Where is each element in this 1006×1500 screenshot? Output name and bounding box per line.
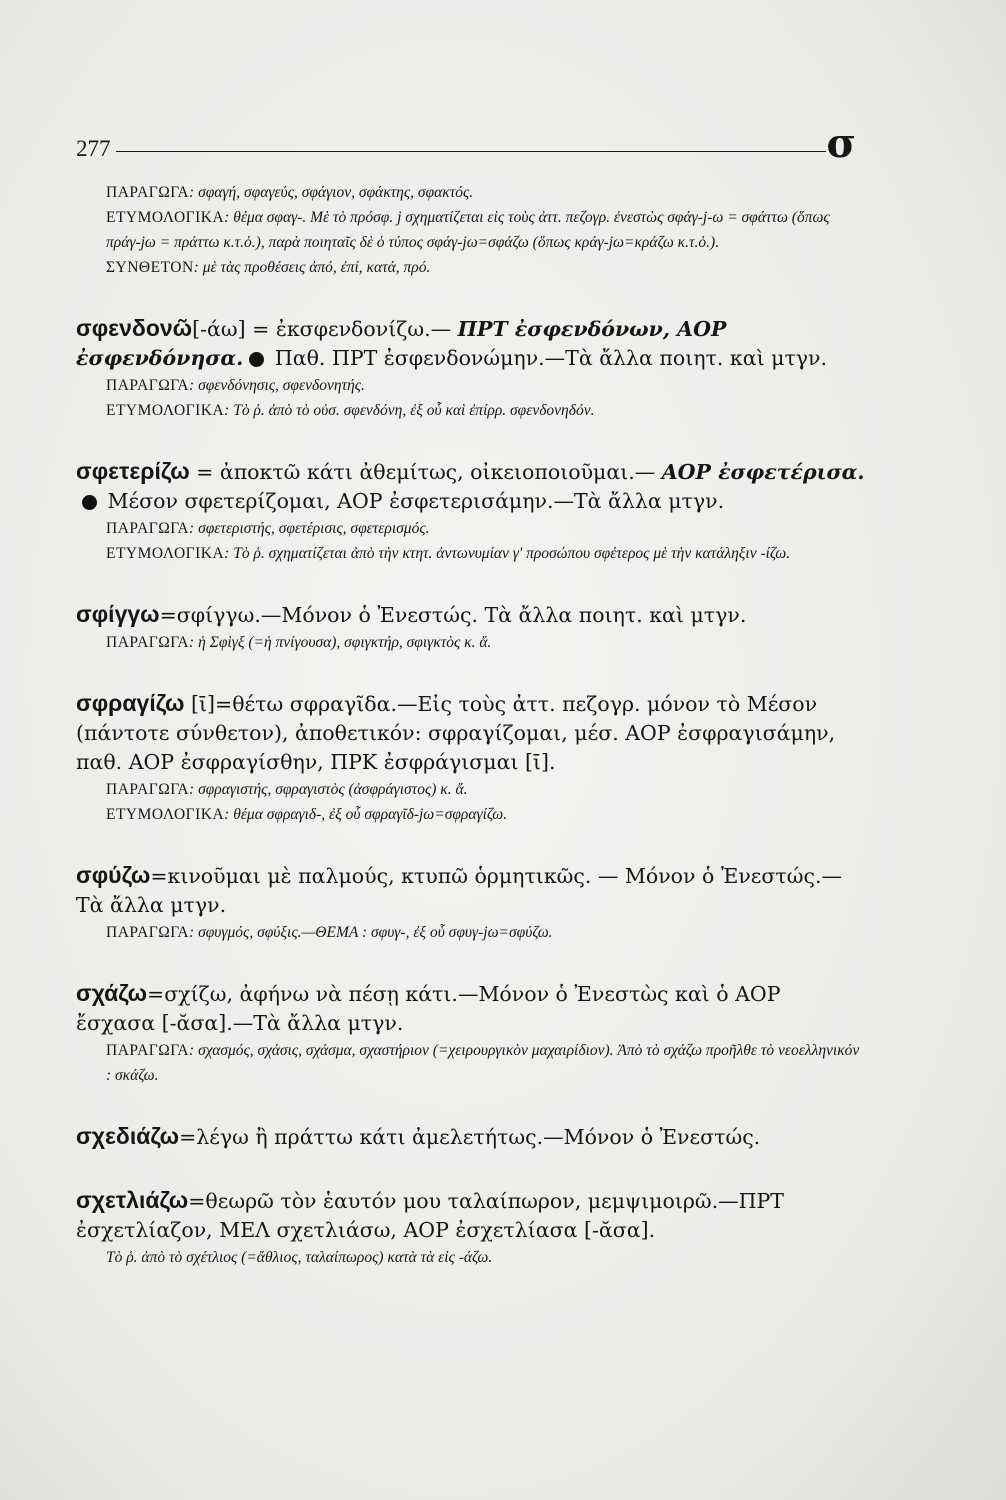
- subsection-label: ΕΤΥΜΟΛΟΓΙΚΑ: [106, 545, 225, 562]
- entry-subsection: [76, 541, 866, 566]
- entry-subsection: [76, 516, 866, 541]
- entry-lemma: σχεδιάζω: [76, 1123, 180, 1149]
- entry-main-text: [76, 979, 866, 1038]
- bullet-icon: [82, 495, 97, 510]
- entry-main-text: [76, 861, 866, 920]
- subsection-text: : Τὸ ῥ. ἀπὸ τὸ οὐσ. σφενδόνη, ἐξ οὗ καὶ ἐπίρρ. σφενδονηδόν.: [224, 402, 595, 419]
- subsection-text: : σφραγιστής, σφραγιστὸς (ἀσφράγιστος) κ. ἄ.: [189, 781, 468, 798]
- subsection-label: ΣΥΝΘΕΤΟΝ: [106, 259, 194, 276]
- header-rule: [116, 151, 826, 152]
- entry-sfeterizo: [76, 457, 866, 566]
- subsection-text: : σφυγμός, σφύξις.—ΘΕΜΑ : σφυγ-, ἐξ οὗ σφυγ-jω=σφύζω.: [189, 924, 553, 941]
- subsection-label: ΠΑΡΑΓΩΓΑ: [106, 377, 190, 394]
- subsection-label: ΕΤΥΜΟΛΟΓΙΚΑ: [106, 209, 225, 226]
- entry-main-text: [76, 1122, 866, 1152]
- entry-subsection: [76, 1038, 866, 1088]
- entry-lemma: σχετλιάζω: [76, 1187, 189, 1213]
- entry-main-text: [76, 1186, 866, 1245]
- entry-subsection: [76, 802, 866, 827]
- entry-definition: = ἀποκτῶ κάτι ἀθεμίτως, οἰκειοποιοῦμαι.—: [189, 460, 662, 484]
- subsection-text: Τὸ ῥ. ἀπὸ τὸ σχέτλιος (=ἄθλιος, ταλαίπωρος) κατὰ τὰ εἰς -άζω.: [106, 1249, 493, 1266]
- entry-main-text: [76, 600, 866, 630]
- entry-lemma: σφραγίζω: [76, 690, 185, 716]
- entry-lemma: σφύζω: [76, 862, 151, 888]
- entry-sfendono: [76, 314, 866, 423]
- subsection-label: ΠΑΡΑΓΩΓΑ: [106, 520, 190, 537]
- page-number: 277: [76, 136, 111, 161]
- entry-lemma: σφίγγω: [76, 601, 160, 627]
- entry-subsection: [76, 777, 866, 802]
- page-header: [76, 120, 856, 167]
- entry-definition: [ῑ]=θέτω σφραγῖδα.—Εἰς τοὺς ἀττ. πεζογρ. μόνον τὸ Μέσον (πάντοτε σύνθετον), ἀποθετικόν: σφραγίζομαι, μέσ. ΑΟΡ ἐσφραγισάμην, παθ. ΑΟΡ ἐσφραγίσθην, ΠΡΚ ἐσφράγισμαι [ῑ].: [76, 692, 836, 774]
- subsection-text: : σφαγή, σφαγεύς, σφάγιον, σφάκτης, σφακτός.: [189, 184, 474, 201]
- subsection-text: : σχασμός, σχάσις, σχάσμα, σχαστήριον (=χειρουργικὸν μαχαιρίδιον). Ἀπὸ τὸ σχάζω προῆλθε τὸ νεοελληνικόν : σκάζω.: [106, 1042, 860, 1084]
- entry-subsection: [76, 630, 866, 655]
- entry-subsection: [76, 398, 866, 423]
- entry-definition: =κινοῦμαι μὲ παλμούς, κτυπῶ ὁρμητικῶς. — Μόνον ὁ Ἐνεστώς.—Τὰ ἄλλα μτγν.: [76, 864, 842, 917]
- subsection-text: : ἡ Σφὶγξ (=ἡ πνίγουσα), σφιγκτήρ, σφιγκτὸς κ. ἄ.: [189, 634, 492, 651]
- subsection-label: ΠΑΡΑΓΩΓΑ: [106, 781, 190, 798]
- entry-subsection: [76, 1245, 866, 1270]
- dictionary-entries: [76, 180, 866, 1282]
- entry-subsection: [76, 205, 866, 255]
- section-letter: σ: [826, 120, 856, 167]
- entry-schazo: [76, 979, 866, 1088]
- entry-forms: ΑΟΡ ἐσφετέρισα.: [661, 460, 865, 484]
- entry-lemma: σφετερίζω: [76, 458, 190, 484]
- entry-definition: =σχίζω, ἀφήνω νὰ πέσῃ κάτι.—Μόνον ὁ Ἐνεστὼς καὶ ὁ ΑΟΡ ἔσχασα [-ᾰσα].—Τὰ ἄλλα μτγν.: [76, 982, 781, 1035]
- entry-voice-forms: Παθ. ΠΡΤ ἐσφενδονώμην.—Τὰ ἄλλα ποιητ. καὶ μτγν.: [268, 346, 828, 370]
- entry-voice-forms: Μέσον σφετερίζομαι, ΑΟΡ ἐσφετερισάμην.—Τὰ ἄλλα μτγν.: [101, 489, 725, 513]
- entry-subsection: [76, 920, 866, 945]
- subsection-label: ΠΑΡΑΓΩΓΑ: [106, 924, 190, 941]
- entry-definition: =λέγω ἢ πράττω κάτι ἀμελετήτως.—Μόνον ὁ Ἐνεστώς.: [179, 1125, 761, 1149]
- subsection-text: : σφετεριστής, σφετέρισις, σφετερισμός.: [189, 520, 430, 537]
- entry-lemma: σφενδονῶ: [76, 315, 193, 341]
- entry-definition: =θεωρῶ τὸν ἑαυτόν μου ταλαίπωρον, μεμψιμοιρῶ.—ΠΡΤ ἐσχετλίαζον, ΜΕΛ σχετλιάσω, ΑΟΡ ἐσχετλίασα [-ᾰσα].: [76, 1189, 784, 1242]
- entry-subsection: [76, 180, 866, 205]
- entry-main-text: [76, 457, 866, 516]
- entry-definition: [-άω] = ἐκσφενδονίζω.—: [192, 317, 458, 341]
- entry-sfyzo: [76, 861, 866, 945]
- entry-main-text: [76, 314, 866, 373]
- entry-main-text: [76, 689, 866, 777]
- subsection-text: : θέμα σφαγ-. Μὲ τὸ πρόσφ. j σχηματίζεται εἰς τοὺς ἀττ. πεζογρ. ἐνεστὼς σφάγ-j-ω = σφάττω (ὅπως πράγ-jω = πράττω κ.τ.ὁ.), παρὰ ποιηταῖς δὲ ὁ τύπος σφάγ-jω=σφάζω (ὅπως κράγ-jω=κράζω κ.τ.ὁ.).: [106, 209, 830, 251]
- bullet-icon: [249, 352, 264, 367]
- subsection-label: ΠΑΡΑΓΩΓΑ: [106, 1042, 190, 1059]
- subsection-text: : μὲ τὰς προθέσεις ἀπό, ἐπί, κατά, πρό.: [193, 259, 431, 276]
- entry-sfingo: [76, 600, 866, 655]
- subsection-label: ΠΑΡΑΓΩΓΑ: [106, 184, 190, 201]
- entry-forms: ΠΡΤ ἐσφενδόνων, ΑΟΡ ἐσφενδόνησα.: [76, 317, 727, 370]
- entry-subsection: [76, 255, 866, 280]
- entry-lemma: σχάζω: [76, 980, 148, 1006]
- entry-sfazo-cont: [76, 180, 866, 280]
- subsection-text: : θέμα σφραγιδ-, ἐξ οὗ σφραγῖδ-jω=σφραγίζω.: [224, 806, 508, 823]
- entry-schediazo: [76, 1122, 866, 1152]
- subsection-label: ΕΤΥΜΟΛΟΓΙΚΑ: [106, 806, 225, 823]
- entry-definition: =σφίγγω.—Μόνον ὁ Ἐνεστώς. Τὰ ἄλλα ποιητ. καὶ μτγν.: [159, 603, 747, 627]
- subsection-label: ΕΤΥΜΟΛΟΓΙΚΑ: [106, 402, 225, 419]
- entry-sfragizo: [76, 689, 866, 827]
- subsection-label: ΠΑΡΑΓΩΓΑ: [106, 634, 190, 651]
- subsection-text: : σφενδόνησις, σφενδονητής.: [189, 377, 365, 394]
- entry-subsection: [76, 373, 866, 398]
- entry-schetliazo: [76, 1186, 866, 1270]
- subsection-text: : Τὸ ῥ. σχηματίζεται ἀπὸ τὴν κτητ. ἀντωνυμίαν γ' προσώπου σφέτερος μὲ τὴν κατάληξιν -ίζω.: [224, 545, 791, 562]
